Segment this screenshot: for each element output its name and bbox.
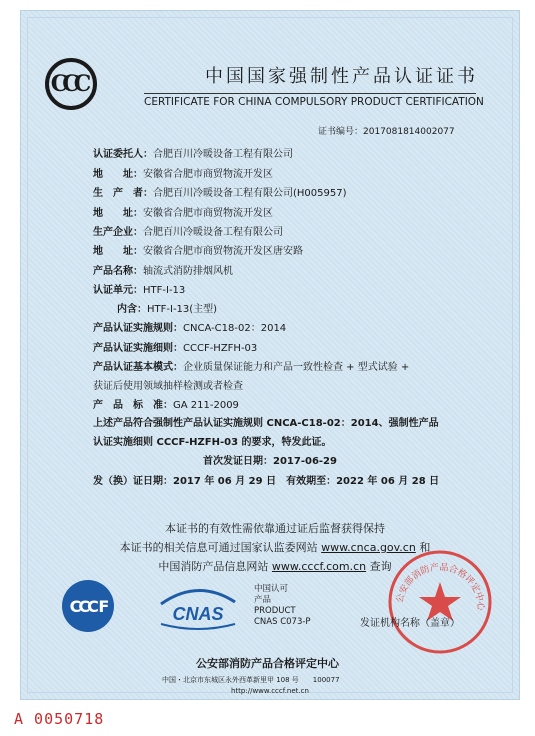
field-row: 地 址：安徽省合肥市商贸物流开发区唐安路: [93, 246, 303, 257]
cnca-link[interactable]: www.cnca.gov.cn: [321, 541, 416, 554]
conformity-statement: 认证实施细则 CCCF-HZFH-03 的要求，特发此证。: [93, 437, 332, 448]
organization-url[interactable]: http://www.cccf.net.cn: [231, 687, 309, 695]
ccc-logo-icon: CCC: [45, 58, 97, 110]
cnas-logo-icon: [157, 582, 239, 632]
first-issue-date: 首次发证日期：2017-06-29: [203, 456, 337, 467]
field-row: 内含：HTF-I-13(主型): [117, 304, 218, 315]
field-row: 产品认证实施细则：CCCF-HZFH-03: [93, 343, 258, 354]
field-row: 产品认证基本模式：企业质量保证能力和产品一致性检查 + 型式试验 +: [93, 362, 410, 373]
cccf-link[interactable]: www.cccf.com.cn: [271, 560, 367, 573]
ccc-f-logo-icon: CCC F: [62, 580, 114, 632]
issuing-body-label: 发证机构名称（盖章）: [360, 618, 460, 629]
svg-text:公安部消防产品合格评定中心: 公安部消防产品合格评定中心: [395, 562, 486, 611]
validity-note: 本证书的有效性需依靠通过证后监督获得保持: [165, 522, 385, 535]
field-row: 生 产 者：合肥百川冷暖设备工程有限公司(H005957): [93, 188, 347, 199]
field-row: 地 址：安徽省合肥市商贸物流开发区: [93, 208, 273, 219]
organization-address: 中国・北京市东城区永外西革新里甲 108 号 100077: [162, 676, 340, 684]
field-row: 认证单元：HTF-I-13: [93, 285, 186, 296]
title-chinese: 中国国家强制性产品认证证书: [205, 66, 478, 87]
field-row: 产 品 标 准：GA 211-2009: [93, 400, 239, 411]
reissue-validity: 发（换）证日期：2017 年 06 月 29 日 有效期至：2022 年 06 月 28 日: [93, 476, 440, 487]
title-english: CERTIFICATE FOR CHINA COMPULSORY PRODUCT CERTIFICATION: [144, 93, 476, 108]
field-row: 获证后使用领域抽样检测或者检查: [93, 381, 243, 392]
cnas-accreditation-text: 中国认可 产品 PRODUCT CNAS C073-P: [254, 584, 311, 627]
info-note: 本证书的相关信息可通过国家认监委网站 www.cnca.gov.cn 和: [119, 541, 431, 554]
serial-number: A 0050718: [14, 710, 105, 728]
field-row: 生产企业：合肥百川冷暖设备工程有限公司: [93, 227, 283, 238]
issuing-organization: 公安部消防产品合格评定中心: [196, 657, 339, 670]
official-seal-icon: [386, 548, 494, 656]
field-row: 产品名称：轴流式消防排烟风机: [93, 266, 233, 277]
info-note: 中国消防产品信息网站 www.cccf.com.cn 查询: [158, 560, 392, 573]
cnas-logo-text: CNAS: [172, 604, 224, 624]
field-row: 认证委托人：合肥百川冷暖设备工程有限公司: [93, 149, 293, 160]
certificate-number: 证书编号：2017081814002077: [318, 127, 455, 137]
conformity-statement: 上述产品符合强制性产品认证实施规则 CNCA-C18-02：2014、强制性产品: [93, 418, 439, 429]
field-row: 产品认证实施规则：CNCA-C18-02：2014: [93, 323, 287, 334]
field-row: 地 址：安徽省合肥市商贸物流开发区: [93, 169, 273, 180]
